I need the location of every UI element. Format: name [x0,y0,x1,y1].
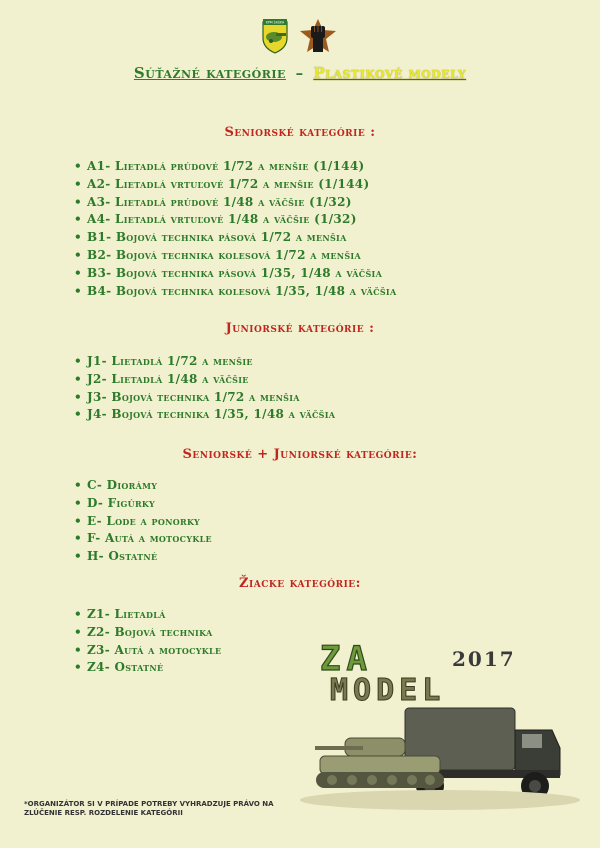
bullet-icon: • [74,549,82,564]
club-shield-logo [262,18,288,58]
list-pupil [74,606,221,677]
list-junior [74,353,335,424]
bullet-icon: • [74,495,82,510]
list-item: • B2- Bojová technika kolesová 1/72 a menšia [74,247,396,265]
shield-text: KPM ŠAŠKA [266,20,285,25]
bullet-icon: • [74,607,82,621]
bullet-icon: • [74,265,82,280]
bullet-icon: • [74,371,82,386]
bullet-icon: • [74,247,82,262]
bullet-icon: • [74,159,82,173]
heading-senior: Seniorské kategórie : [224,125,376,140]
poster-year: 2017 [452,647,516,671]
bullet-icon: • [74,407,82,422]
list-item: • Z4- Ostatné [74,659,221,677]
list-item: • A2- Lietadlá vrtuľové 1/72 a menšie (1/144) [74,176,396,194]
bullet-icon: • [74,531,82,546]
list-item: • E- Lode a ponorky [74,513,212,531]
logos-row [0,18,600,58]
bullet-icon: • [74,642,82,657]
list-item: • H- Ostatné [74,548,212,566]
list-senior [74,158,396,300]
bullet-icon: • [74,660,82,675]
list-item: • J2- Lietadlá 1/48 a väčšie [74,371,335,389]
list-item: • Z1- Lietadlá [74,606,221,624]
heading-senior-junior: Seniorské + Juniorské kategórie: [182,447,418,462]
list-item: • J3- Bojová technika 1/72 a menšia [74,389,335,407]
bullet-icon: • [74,230,82,245]
title-dash: – [295,64,304,82]
bullet-icon: • [74,624,82,639]
heading-junior: Juniorské kategórie : [225,321,375,336]
poster-word2: MODEL [330,673,446,708]
list-item: • Z2- Bojová technika [74,624,221,642]
heading-pupil: Žiacke kategórie: [239,576,361,591]
list-item: • B3- Bojová technika pásová 1/35, 1/48 a väčšia [74,265,396,283]
title-part1: Súťažné kategórie [133,64,286,82]
list-item: • A3- Lietadlá prúdové 1/48 a väčšie (1/32) [74,194,396,212]
poster-word1: ZA [320,639,373,679]
bullet-icon: • [74,194,82,209]
list-item: • J4- Bojová technika 1/35, 1/48 a väčšia [74,406,335,424]
raised-fist-logo [298,18,338,58]
footnote: *ORGANIZÁTOR SI V PRÍPADE POTREBY VYHRADZUJE PRÁVO NA ZLÚČENIE RESP. ROZDELENIE KATEGÓRII [24,800,274,817]
page-title [0,64,600,82]
list-item: • A1- Lietadlá prúdové 1/72 a menšie (1/144) [74,158,396,176]
bullet-icon: • [74,354,82,368]
list-item: • F- Autá a motocykle [74,530,212,548]
bullet-icon: • [74,478,82,492]
list-item: • J1- Lietadlá 1/72 a menšie [74,353,335,371]
bullet-icon: • [74,389,82,404]
list-item: • Z3- Autá a motocykle [74,642,221,660]
bullet-icon: • [74,513,82,528]
title-part2: Plastikové modely [313,64,467,82]
list-item: • B4- Bojová technika kolesová 1/35, 1/48 a väčšia [74,283,396,301]
event-poster [290,630,590,820]
list-senior-junior [74,477,212,566]
bullet-icon: • [74,176,82,191]
list-item: • B1- Bojová technika pásová 1/72 a menšia [74,229,396,247]
list-item: • C- Diorámy [74,477,212,495]
list-item: • A4- Lietadlá vrtuľové 1/48 a väčšie (1/32) [74,211,396,229]
bullet-icon: • [74,212,82,227]
bullet-icon: • [74,283,82,298]
list-item: • D- Figúrky [74,495,212,513]
